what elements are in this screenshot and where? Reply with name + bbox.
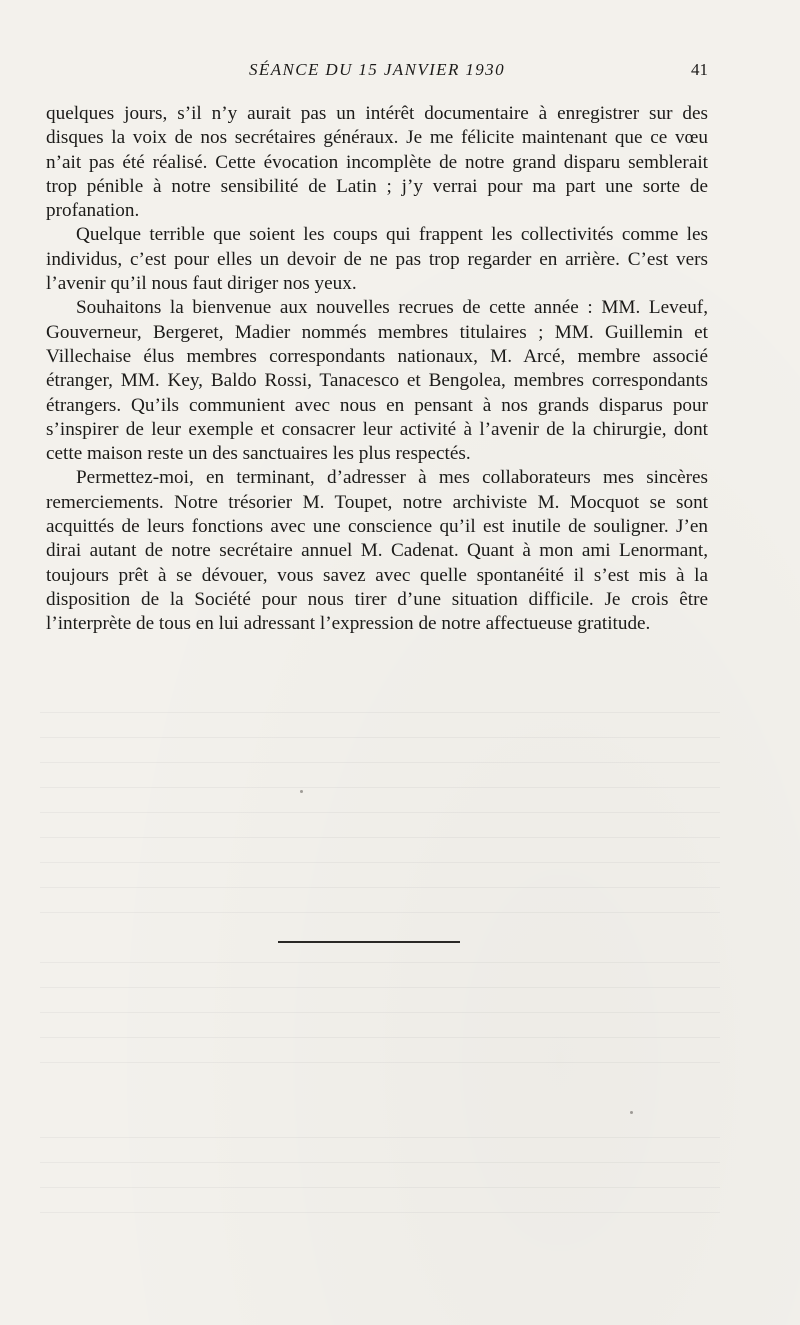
body-text bbox=[46, 102, 708, 637]
show-through-line bbox=[40, 1062, 720, 1063]
show-through-line bbox=[40, 1012, 720, 1013]
show-through-line bbox=[40, 712, 720, 713]
running-head bbox=[46, 60, 708, 84]
show-through-line bbox=[40, 837, 720, 838]
show-through-line bbox=[40, 987, 720, 988]
show-through-line bbox=[40, 812, 720, 813]
paper-speck bbox=[630, 1111, 633, 1114]
running-title: SÉANCE DU 15 JANVIER 1930 bbox=[249, 60, 505, 79]
page-number: 41 bbox=[691, 60, 708, 79]
show-through-line bbox=[40, 787, 720, 788]
show-through-line bbox=[40, 737, 720, 738]
show-through-line bbox=[40, 1162, 720, 1163]
show-through-line bbox=[40, 1187, 720, 1188]
paper-speck bbox=[300, 790, 303, 793]
show-through-line bbox=[40, 862, 720, 863]
paragraph: Souhaitons la bienvenue aux nouvelles recrues de cette année : MM. Leveuf, Gouverneur, Bergeret, Madier nommés membres titulaires ; MM. Guillemin et Villechaise élus membres correspondants nationaux, M. Arcé, membre associé étranger, MM. Key, Baldo Rossi, Tanacesco et Bengolea, membres correspondants étrangers. Qu’ils communient avec nous en pensant à nos grands disparus pour s’inspirer de leur exemple et consacrer leur activité à l’avenir de la chirurgie, dont cette maison reste un des sanctuaires les plus respectés. bbox=[46, 297, 708, 465]
show-through-line bbox=[40, 887, 720, 888]
paragraph-continued: quelques jours, s’il n’y aurait pas un intérêt documentaire à enregistrer sur des disques la voix de nos secrétaires généraux. Je me félicite maintenant que ce vœu n’ait pas été réalisé. Cette évocation incomplète de notre grand disparu semblerait trop pénible à notre sensibilité de Latin ; j’y verrai pour ma part une sorte de profanation. bbox=[46, 103, 708, 222]
paragraph: Permettez-moi, en terminant, d’adresser à mes collaborateurs mes sincères remerciements. Notre trésorier M. Toupet, notre archiviste M. Mocquot se sont acquittés de leurs fonctions avec une conscience qu’il est inutile de souligner. J’en dirai autant de notre secrétaire annuel M. Cadenat. Quant à mon ami Lenormant, toujours prêt à se dévouer, vous savez avec quelle spontanéité il s’est mis à la disposition de la Société pour nous tirer d’une situation difficile. Je crois être l’interprète de tous en lui adressant l’expression de notre affectueuse gratitude. bbox=[46, 467, 708, 635]
section-divider-rule bbox=[278, 941, 460, 943]
show-through-line bbox=[40, 1212, 720, 1213]
show-through-line bbox=[40, 1137, 720, 1138]
show-through-line bbox=[40, 912, 720, 913]
show-through-line bbox=[40, 1037, 720, 1038]
show-through-line bbox=[40, 762, 720, 763]
show-through-line bbox=[40, 962, 720, 963]
paragraph: Quelque terrible que soient les coups qui frappent les collectivités comme les individus, c’est pour elles un devoir de ne pas trop regarder en arrière. C’est vers l’avenir qu’il nous faut diriger nos yeux. bbox=[46, 224, 708, 295]
